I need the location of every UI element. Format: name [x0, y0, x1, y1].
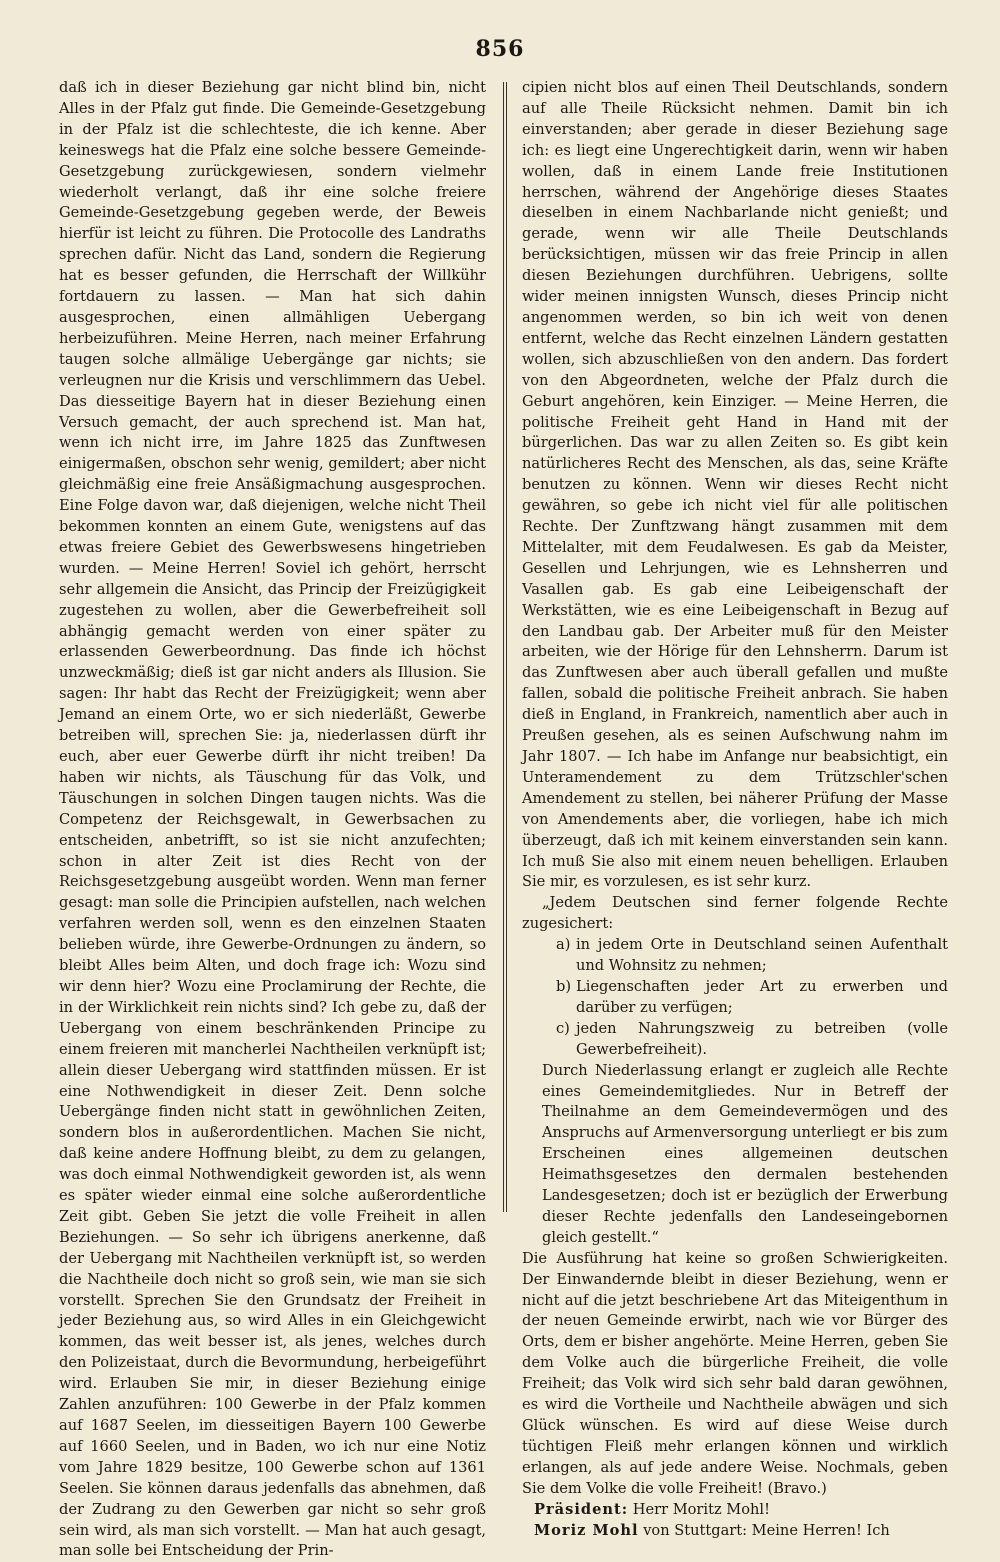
speaker-name: Moriz Mohl [534, 1521, 639, 1539]
quote-list-item [522, 935, 948, 977]
list-marker: b) [556, 977, 572, 995]
right-column [522, 78, 948, 1541]
left-column-text: daß ich in dieser Beziehung gar nicht blind bin, nicht Alles in der Pfalz gut finde. Die Gemeinde-Gesetzgebung in der Pfalz ist die schlechteste, die ich kenne. Aber keineswegs hat die Pfalz eine solche bessere Gemeinde-Gesetzgebung zurückgewiesen, sondern vielmehr wiederholt verlangt, daß ihr eine solche freiere Gemeinde-Gesetzgebung gegeben werde, der Beweis hierfür ist leicht zu führen. Die Protocolle des Landraths sprechen dafür. Nicht das Land, sondern die Regierung hat es besser gefunden, die Herrschaft der Willkühr fortdauern zu lassen. — Man hat sich dahin ausgesprochen, einen allmähligen Uebergang herbeizuführen. Meine Herren, nach meiner Erfahrung taugen solche allmälige Uebergänge gar nichts; sie verleugnen nur die Krisis und verschlimmern das Uebel. Das diesseitige Bayern hat in dieser Beziehung einen Versuch gemacht, der auch sprechend ist. Man hat, wenn ich nicht irre, im Jahre 1825 das Zunftwesen einigermaßen, obschon sehr wenig, gemildert; aber nicht gleichmäßig eine freie Ansäßigmachung ausgesprochen. Eine Folge davon war, daß diejenigen, welche nicht Theil bekommen konnten an einem Gute, wenigstens auf das etwas freiere Gebiet des Gewerbswesens hingetrieben wurden. — Meine Herren! Soviel ich gehört, herrscht sehr allgemein die Ansicht, das Princip der Freizügigkeit zugestehen zu wollen, aber die Gewerbefreiheit soll abhängig gemacht werden von einer später zu erlassenden Gewerbeordnung. Das finde ich höchst unzweckmäßig; dieß ist gar nicht anders als Illusion. Sie sagen: Ihr habt das Recht der Freizügigkeit; wenn aber Jemand an einem Orte, wo er sich niederläßt, Gewerbe betreiben will, sprechen Sie: ja, niederlassen dürft ihr euch, aber euer Gewerbe dürft ihr nicht treiben! Da haben wir nichts, als Täuschung für das Volk, und Täuschungen in solchen Dingen taugen nichts. Was die Competenz der Reichsgewalt, in Gewerbsachen zu entscheiden, anbetrifft, so ist sie nicht anzufechten; schon in alter Zeit ist dies Recht von der Reichsgesetzgebung ausgeübt worden. Wenn man ferner gesagt: man solle die Principien aufstellen, nach welchen verfahren werden soll, wenn es den einzelnen Staaten belieben würde, ihre Gewerbe-Ordnungen zu ändern, so bleibt Alles beim Alten, und doch frage ich: Wozu sind wir denn hier? Wozu eine Proclamirung der Rechte, die in der Wirklichkeit rein nichts sind? Ich gebe zu, daß der Uebergang von einem beschränkenden Principe zu einem freieren mit mancherlei Nachtheilen verknüpft ist; allein dieser Uebergang wird stattfinden müssen. Er ist eine Nothwendigkeit in dieser Zeit. Denn solche Uebergänge finden nicht statt in gewöhnlichen Zeiten, sondern blos in außerordentlichen. Machen Sie nicht, daß keine andere Hoffnung bleibt, zu dem zu gelangen, was doch einmal Nothwendigkeit geworden ist, als wenn es später wieder einmal eine solche außerordentliche Zeit gibt. Geben Sie jetzt die volle Freiheit in allen Beziehungen. — So sehr ich übrigens anerkenne, daß der Uebergang mit Nachtheilen verknüpft ist, so werden die Nachtheile doch nicht so groß sein, wie man sie sich vorstellt. Sprechen Sie den Grundsatz der Freiheit in jeder Beziehung aus, so wird Alles in ein Gleichgewicht kommen, das weit besser ist, als jenes, welches durch den Polizeistaat, durch die Bevormundung, herbeigeführt wird. Erlauben Sie mir, in dieser Beziehung einige Zahlen anzuführen: 100 Gewerbe in der Pfalz kommen auf 1687 Seelen, im diesseitigen Bayern 100 Gewerbe auf 1660 Seelen, und in Baden, wo ich nur eine Notiz vom Jahre 1829 besitze, 100 Gewerbe schon auf 1361 Seelen. Sie können daraus jedenfalls das abnehmen, daß der Zudrang zu den Gewerben gar nicht so sehr groß sein wird, als man sich vorstellt. — Man hat auch gesagt, man solle bei Entscheidung der Prin- [59, 79, 486, 1560]
list-marker: a) [556, 936, 571, 954]
quote-list-item [522, 1019, 948, 1061]
quote-list-item [522, 977, 948, 1019]
speaker-text: von Stuttgart: Meine Herren! Ich [643, 1521, 890, 1539]
president-label: Präsident: [534, 1500, 629, 1518]
list-item-text: jeden Nahrungszweig zu betreiben (volle Gewerbefreiheit). [576, 1019, 948, 1058]
right-column-after: Die Ausführung hat keine so großen Schwierigkeiten. Der Einwandernde bleibt in dieser Beziehung, wenn er nicht auf die jetzt beschriebene Art das Miteigenthum in der neuen Gemeinde erwirbt, nach wie vor Bürger des Orts, dem er bisher angehörte. Meine Herren, geben Sie dem Volke auch die bürgerliche Freiheit, die volle Freiheit; das Volk wird sich sehr bald daran gewöhnen, es wird die Vortheile und Nachtheile abwägen und sich Glück wünschen. Es wird auf diese Weise durch tüchtigen Fleiß mehr erlangen können und wirklich erlangen, als auf jede andere Weise. Nochmals, geben Sie dem Volke die volle Freiheit! (Bravo.) [522, 1249, 948, 1497]
list-marker: c) [556, 1019, 570, 1037]
left-column [59, 78, 486, 1562]
quote-intro: „Jedem Deutschen sind ferner folgende Rechte zugesichert: [522, 894, 948, 933]
president-text: Herr Moritz Mohl! [632, 1500, 770, 1518]
speaker-line [522, 1521, 948, 1542]
quote-tail: Durch Niederlassung erlangt er zugleich alle Rechte eines Gemeindemitgliedes. Nur in Betreff der Theilnahme an dem Gemeindevermögen und des Anspruchs auf Armenversorgung unterliegt er bis zum Erscheinen eines allgemeinen deutschen Heimathsgesetzes den dermalen bestehenden Landesgesetzen; doch ist er bezüglich der Erwerbung dieser Rechte jedenfalls den Landeseingebornen gleich gestellt.“ [542, 1061, 948, 1246]
page-number: 856 [475, 36, 525, 62]
list-item-text: Liegenschaften jeder Art zu erwerben und darüber zu verfügen; [576, 977, 948, 1016]
column-divider [503, 82, 507, 1212]
president-line [522, 1500, 948, 1521]
list-item-text: in jedem Orte in Deutschland seinen Aufenthalt und Wohnsitz zu nehmen; [576, 936, 948, 975]
quote-list [522, 935, 948, 1060]
right-column-intro: cipien nicht blos auf einen Theil Deutschlands, sondern auf alle Theile Rücksicht nehmen. Damit bin ich einverstanden; aber gerade in dieser Beziehung sage ich: es liegt eine Ungerechtigkeit darin, wenn wir haben wollen, daß in einem Lande freie Institutionen herrschen, während der Angehörige dieses Staates dieselben in einem Nachbarlande nicht genießt; und gerade, wenn wir alle Theile Deutschlands berücksichtigen, müssen wir das freie Princip in allen diesen Beziehungen durchführen. Uebrigens, sollte wider meinen innigsten Wunsch, dieses Princip nicht angenommen werden, so bin ich weit von denen entfernt, welche das Recht einzelnen Ländern gestatten wollen, sich abzuschließen von den andern. Das fordert von den Abgeordneten, welche der Pfalz durch die Geburt angehören, kein Einziger. — Meine Herren, die politische Freiheit geht Hand in Hand mit der bürgerlichen. Das war zu allen Zeiten so. Es gibt kein natürlicheres Recht des Menschen, als das, seine Kräfte benutzen zu können. Wenn wir dieses Recht nicht gewähren, so gebe ich nicht viel für alle politischen Rechte. Der Zunftzwang hängt zusammen mit dem Mittelalter, mit dem Feudalwesen. Es gab da Meister, Gesellen und Lehrjungen, wie es Lehnsherren und Vasallen gab. Es gab eine Leibeigenschaft der Werkstätten, wie es eine Leibeigenschaft in Bezug auf den Landbau gab. Der Arbeiter muß für den Meister arbeiten, wie der Hörige für den Lehnsherrn. Darum ist das Zunftwesen aber auch überall gefallen und mußte fallen, sobald die politische Freiheit anbrach. Sie haben dieß in England, in Frankreich, namentlich aber auch in Preußen gesehen, als es seinen Aufschwung nahm im Jahr 1807. — Ich habe im Anfange nur beabsichtigt, ein Unteramendement zu dem Trützschler'schen Amendement zu stellen, bei näherer Prüfung der Masse von Amendements aber, die vorliegen, habe ich mich überzeugt, daß ich mit keinem einverstanden sein kann. Ich muß Sie also mit einem neuen behelligen. Erlauben Sie mir, es vorzulesen, es ist sehr kurz. [522, 79, 948, 891]
